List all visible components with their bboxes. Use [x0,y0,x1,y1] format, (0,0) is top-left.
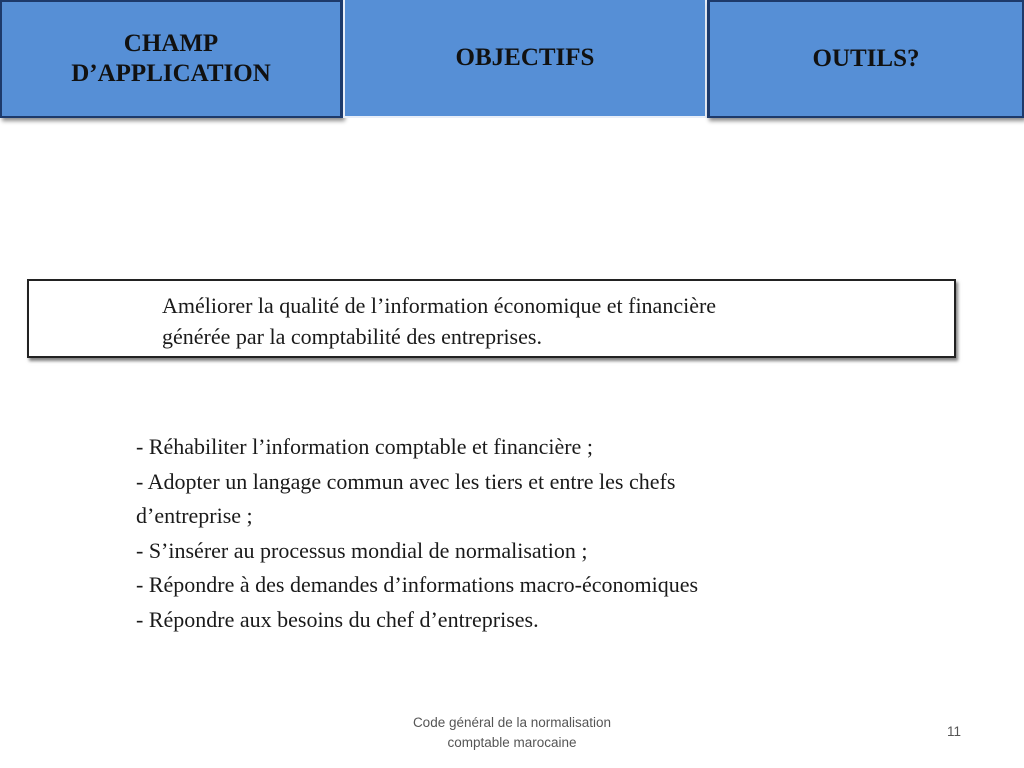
tab-champ-application[interactable] [0,0,343,118]
tab-outils-label: OUTILS? [812,45,920,72]
footer-line-1: Code général de la normalisation [412,715,612,730]
goal-item: - Répondre à des demandes d’informations macro-économiques [136,572,699,597]
tab-champ-label [71,29,271,89]
tab-champ-label-line2: D’APPLICATION [71,60,271,87]
tab-champ-label-line1: CHAMP [123,30,219,57]
goal-item: - Répondre aux besoins du chef d’entreprises. [136,606,539,632]
objective-line-2: générée par la comptabilité des entreprises. [162,324,542,349]
objective-text [162,290,922,352]
goal-item-continuation: d’entreprise ; [136,503,253,528]
objective-box [27,279,956,358]
tab-objectifs-label: OBJECTIFS [455,44,595,71]
goals-list [136,430,896,637]
page-number: 11 [946,724,961,739]
goal-item: - S’insérer au processus mondial de normalisation ; [136,537,588,563]
tab-objectifs[interactable] [343,0,707,118]
goal-item: - Adopter un langage commun avec les tiers et entre les chefs [136,468,676,494]
goal-item: - Réhabiliter l’information comptable et financière ; [136,434,593,459]
footer-line-2: comptable marocaine [447,735,577,750]
slide-footer [370,713,654,753]
tab-outils[interactable] [707,0,1024,118]
objective-line-1: Améliorer la qualité de l’information économique et financière [162,293,717,318]
